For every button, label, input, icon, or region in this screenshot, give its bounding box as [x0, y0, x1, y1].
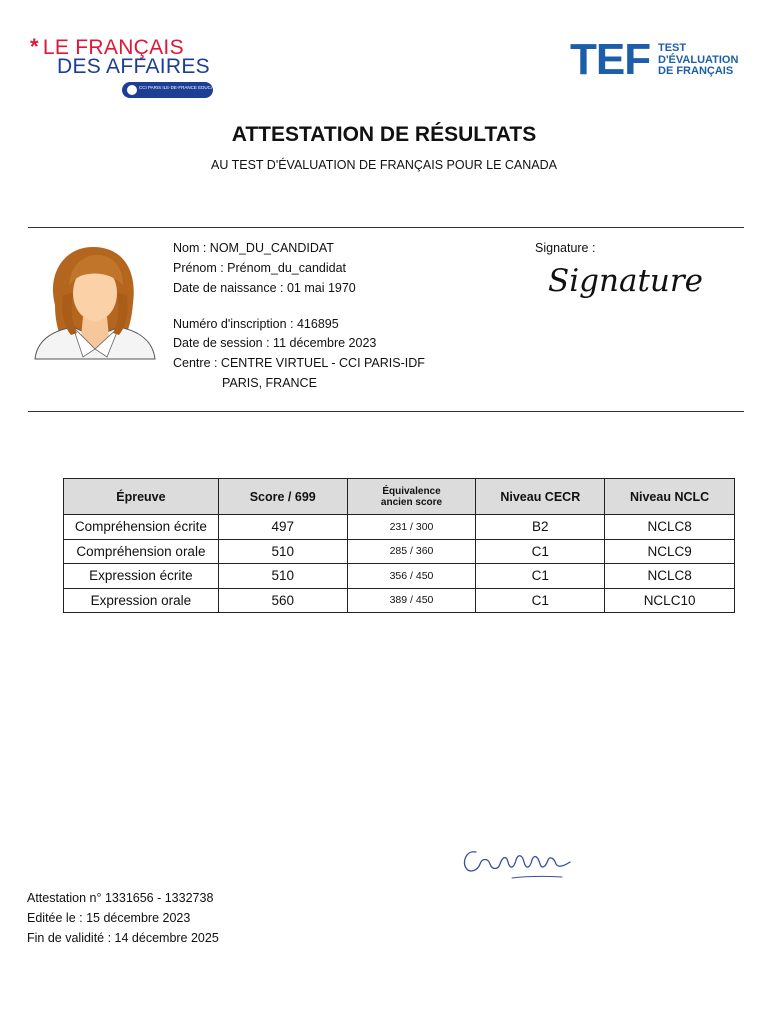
- page-subtitle: AU TEST D'ÉVALUATION DE FRANÇAIS POUR LE CANADA: [211, 158, 557, 172]
- table-row: [64, 564, 735, 589]
- header-niveau-cecr: Niveau CECR: [476, 479, 605, 515]
- cell-nclc: NCLC8: [605, 564, 735, 589]
- candidate-nom: Nom : NOM_DU_CANDIDAT: [173, 241, 334, 255]
- results-table: [63, 478, 735, 613]
- cell-epreuve: Expression écrite: [64, 564, 219, 589]
- asterisk-star-icon: *: [30, 34, 39, 59]
- cell-cecr: B2: [476, 515, 605, 540]
- candidate-numero-inscription: Numéro d'inscription : 416895: [173, 317, 339, 331]
- footer-fin-validite: Fin de validité : 14 décembre 2025: [27, 931, 219, 945]
- cell-cecr: C1: [476, 564, 605, 589]
- header-score: Score / 699: [218, 479, 347, 515]
- cell-epreuve: Compréhension orale: [64, 539, 219, 564]
- candidate-ville: PARIS, FRANCE: [222, 376, 317, 390]
- cell-equivalence: 285 / 360: [347, 539, 476, 564]
- person-avatar-icon: [33, 245, 157, 361]
- cell-score: 497: [218, 515, 347, 540]
- cci-badge-icon: [127, 85, 137, 95]
- logo-line-2: DES AFFAIRES: [57, 55, 210, 78]
- footer-editee-le: Editée le : 15 décembre 2023: [27, 911, 191, 925]
- candidate-prenom: Prénom : Prénom_du_candidat: [173, 261, 347, 275]
- bottom-divider: [28, 411, 744, 412]
- cell-equivalence: 231 / 300: [347, 515, 476, 540]
- cell-cecr: C1: [476, 539, 605, 564]
- header-equivalence-line-1: Équivalence: [382, 485, 441, 497]
- signature-label: Signature :: [535, 241, 596, 255]
- footer-attestation-number: Attestation n° 1331656 - 1332738: [27, 891, 214, 905]
- top-divider: [28, 227, 744, 228]
- tef-logo-line-3: DE FRANÇAIS: [658, 65, 734, 77]
- logo-line-1-text: LE FRANÇAIS: [42, 36, 184, 59]
- cell-score: 510: [218, 564, 347, 589]
- cell-epreuve: Expression orale: [64, 588, 219, 613]
- cell-equivalence: 389 / 450: [347, 588, 476, 613]
- tef-logo-small: [658, 43, 738, 78]
- page-title: ATTESTATION DE RÉSULTATS: [231, 123, 537, 146]
- tef-logo-line-2: D'ÉVALUATION: [658, 53, 739, 66]
- tef-logo-big: TEF: [570, 35, 651, 84]
- header-equivalence-line-2: ancien score: [380, 496, 443, 508]
- cell-nclc: NCLC10: [605, 588, 735, 613]
- cell-equivalence: 356 / 450: [347, 564, 476, 589]
- handwritten-signature-icon: [458, 840, 580, 884]
- candidate-centre: Centre : CENTRE VIRTUEL - CCI PARIS-IDF: [173, 356, 425, 370]
- le-francais-des-affaires-logo: [30, 34, 225, 102]
- tef-logo: [570, 35, 750, 84]
- signature-icon: Signature: [548, 263, 704, 299]
- candidate-date-session: Date de session : 11 décembre 2023: [173, 336, 377, 350]
- table-header-row: [64, 479, 735, 515]
- tef-logo-line-1: TEST: [658, 42, 687, 54]
- cell-nclc: NCLC9: [605, 539, 735, 564]
- cell-score: 560: [218, 588, 347, 613]
- header-niveau-nclc: Niveau NCLC: [605, 479, 735, 515]
- cell-cecr: C1: [476, 588, 605, 613]
- candidate-date-naissance: Date de naissance : 01 mai 1970: [173, 281, 356, 295]
- header-epreuve: Épreuve: [64, 479, 219, 515]
- cell-epreuve: Compréhension écrite: [64, 515, 219, 540]
- cci-badge-text: CCI PARIS ILE-DE-FRANCE EDUCATION: [139, 84, 225, 90]
- cell-nclc: NCLC8: [605, 515, 735, 540]
- table-row: [64, 539, 735, 564]
- table-row: [64, 515, 735, 540]
- header-equivalence: [347, 479, 476, 515]
- table-row: [64, 588, 735, 613]
- cell-score: 510: [218, 539, 347, 564]
- cci-badge: [122, 82, 225, 98]
